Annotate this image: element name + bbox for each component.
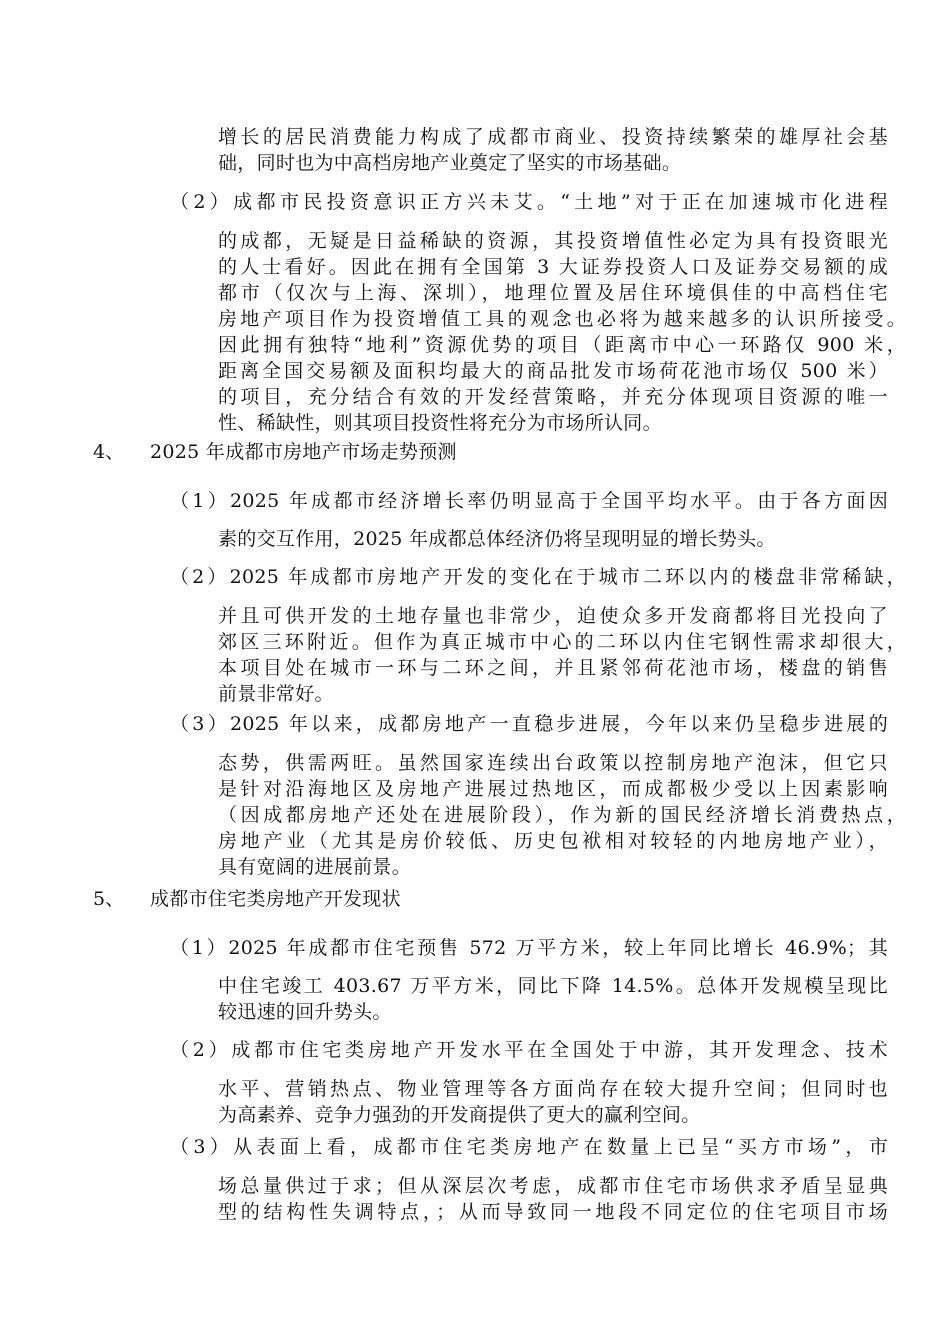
list-item-first-line: （2）成都市民投资意识正方兴未艾。“土地”对于正在加速城市化进程 xyxy=(170,191,888,213)
list-item-first-line: （1）2025 年成都市经济增长率仍明显高于全国平均水平。由于各方面因 xyxy=(170,490,888,512)
paragraph-line: 本项目处在城市一环与二环之间，并且紧邻荷花池市场，楼盘的销售 xyxy=(218,657,888,679)
section-number: 5、 xyxy=(93,888,125,910)
paragraph-line: 前景非常好。 xyxy=(218,683,334,705)
list-item-first-line: （3）从表面上看，成都市住宅类房地产在数量上已呈“买方市场”，市 xyxy=(170,1136,888,1158)
paragraph-line: 态势，供需两旺。虽然国家连续出台政策以控制房地产泡沫，但它只 xyxy=(218,752,888,774)
section-heading: 2025 年成都市房地产市场走势预测 xyxy=(150,441,457,463)
paragraph-line: 的成都，无疑是日益稀缺的资源，其投资增值性必定为具有投资眼光 xyxy=(218,230,888,252)
paragraph-line: 素的交互作用，2025 年成都总体经济仍将呈现明显的增长势头。 xyxy=(218,528,776,550)
paragraph-line: 并且可供开发的土地存量也非常少，迫使众多开发商都将目光投向了 xyxy=(218,605,888,627)
paragraph-line: 房地产项目作为投资增值工具的观念也必将为越来越多的认识所接受。 xyxy=(218,308,906,330)
section-heading: 成都市住宅类房地产开发现状 xyxy=(150,888,401,910)
paragraph-line: 性、稀缺性，则其项目投资性将充分为市场所认同。 xyxy=(218,412,662,434)
paragraph-line: 房地产业（尤其是房价较低、历史包袱相对较轻的内地房地产业）， xyxy=(218,830,888,852)
paragraph-line: 郊区三环附近。但作为真正城市中心的二环以内住宅钢性需求却很大， xyxy=(218,631,906,653)
paragraph-line: 增长的居民消费能力构成了成都市商业、投资持续繁荣的雄厚社会基 xyxy=(218,126,888,148)
list-item-first-line: （2）2025 年成都市房地产开发的变化在于城市二环以内的楼盘非常稀缺， xyxy=(170,566,906,588)
paragraph-line: 为高素养、竞争力强劲的开发商提供了更大的赢利空间。 xyxy=(218,1104,701,1126)
list-item-first-line: （1）2025 年成都市住宅预售 572 万平方米，较上年同比增长 46.9%；其 xyxy=(170,937,888,959)
paragraph-line: 因此拥有独特“地利”资源优势的项目（距离市中心一环路仅 900 米， xyxy=(218,334,906,356)
paragraph-line: 具有宽阔的进展前景。 xyxy=(218,856,412,878)
paragraph-line: 场总量供过于求；但从深层次考虑，成都市住宅市场供求矛盾呈显典 xyxy=(218,1175,888,1197)
paragraph-line: 的人士看好。因此在拥有全国第 3 大证券投资人口及证券交易额的成 xyxy=(218,256,888,278)
paragraph-line: （因成都房地产还处在进展阶段），作为新的国民经济增长消费热点， xyxy=(218,804,906,826)
section-number: 4、 xyxy=(93,441,125,463)
paragraph-line: 距离全国交易额及面积均最大的商品批发市场荷花池市场仅 500 米） xyxy=(218,360,888,382)
paragraph-line: 型的结构性失调特点，；从而导致同一地段不同定位的住宅项目市场 xyxy=(218,1201,888,1223)
list-item-first-line: （2）成都市住宅类房地产开发水平在全国处于中游，其开发理念、技术 xyxy=(170,1039,888,1061)
list-item-first-line: （3）2025 年以来，成都房地产一直稳步进展，今年以来仍呈稳步进展的 xyxy=(170,713,888,735)
paragraph-line: 都市（仅次与上海、深圳），地理位置及居住环境俱佳的中高档住宅 xyxy=(218,282,888,304)
paragraph-line: 水平、营销热点、物业管理等各方面尚存在较大提升空间；但同时也 xyxy=(218,1078,888,1100)
paragraph-line: 较迅速的回升势头。 xyxy=(218,1001,392,1023)
paragraph-line: 础，同时也为中高档房地产业奠定了坚实的市场基础。 xyxy=(218,152,682,174)
paragraph-line: 是针对沿海地区及房地产进展过热地区，而成都极少受以上因素影响 xyxy=(218,778,888,800)
paragraph-line: 中住宅竣工 403.67 万平方米，同比下降 14.5%。总体开发规模呈现比 xyxy=(218,975,888,997)
paragraph-line: 的项目，充分结合有效的开发经营策略，并充分体现项目资源的唯一 xyxy=(218,386,888,408)
